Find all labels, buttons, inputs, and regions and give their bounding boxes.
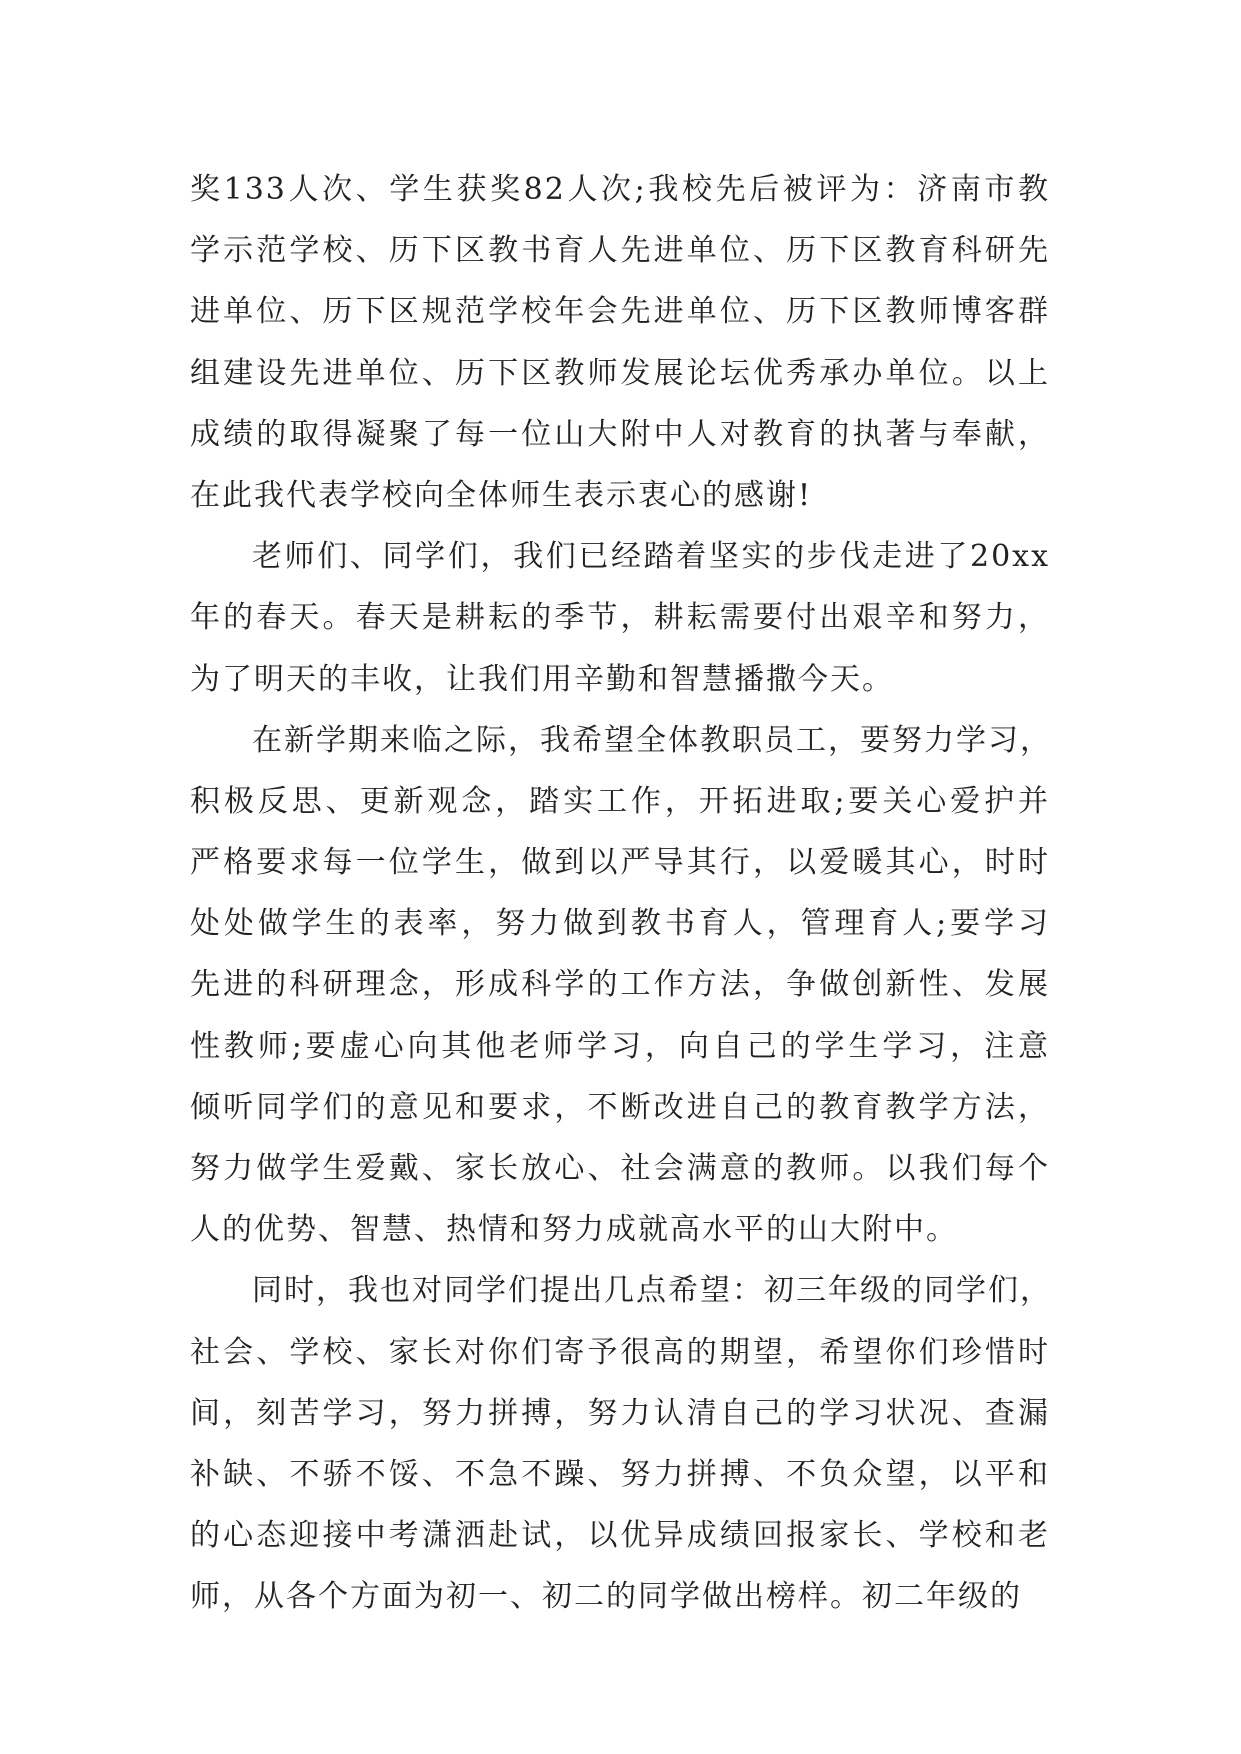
text-line: 间，刻苦学习，努力拼搏，努力认清自己的学习状况、查漏 [190, 1395, 1050, 1431]
text-line: 在此我代表学校向全体师生表示衷心的感谢! [190, 477, 813, 513]
text-line: 师，从各个方面为初一、初二的同学做出榜样。初二年级的 [190, 1579, 1022, 1615]
text-line: 社会、学校、家长对你们寄予很高的期望，希望你们珍惜时 [190, 1334, 1050, 1370]
text-line: 学示范学校、历下区教书育人先进单位、历下区教育科研先 [190, 233, 1050, 269]
text-line: 为了明天的丰收，让我们用辛勤和智慧播撒今天。 [190, 661, 894, 697]
paragraph [190, 1260, 1050, 1627]
text-line: 组建设先进单位、历下区教师发展论坛优秀承办单位。以上 [190, 355, 1050, 391]
text-line: 严格要求每一位学生，做到以严导其行，以爱暖其心，时时 [190, 845, 1050, 881]
text-line: 处处做学生的表率，努力做到教书育人，管理育人;要学习 [190, 906, 1050, 942]
text-line: 补缺、不骄不馁、不急不躁、努力拼搏、不负众望，以平和 [190, 1456, 1050, 1492]
paragraph [190, 159, 1050, 526]
text-line: 倾听同学们的意见和要求，不断改进自己的教育教学方法， [190, 1089, 1050, 1125]
text-line: 进单位、历下区规范学校年会先进单位、历下区教师博客群 [190, 294, 1050, 330]
text-line: 在新学期来临之际，我希望全体教职员工，要努力学习， [252, 722, 1052, 758]
text-line: 的心态迎接中考潇洒赴试，以优异成绩回报家长、学校和老 [190, 1518, 1050, 1554]
text-line: 年的春天。春天是耕耘的季节，耕耘需要付出艰辛和努力， [190, 600, 1050, 636]
text-line: 积极反思、更新观念，踏实工作，开拓进取;要关心爱护并 [190, 783, 1050, 819]
text-line: 成绩的取得凝聚了每一位山大附中人对教育的执著与奉献， [190, 416, 1050, 452]
text-line: 性教师;要虚心向其他老师学习，向自己的学生学习，注意 [190, 1028, 1050, 1064]
text-line: 先进的科研理念，形成科学的工作方法，争做创新性、发展 [190, 967, 1050, 1003]
text-line: 努力做学生爱戴、家长放心、社会满意的教师。以我们每个 [190, 1151, 1050, 1186]
text-line: 老师们、同学们，我们已经踏着坚实的步伐走进了20xx [252, 539, 1050, 575]
paragraph [190, 710, 1050, 1261]
text-line: 同时，我也对同学们提出几点希望：初三年级的同学们， [252, 1273, 1052, 1309]
document-body [190, 159, 1050, 1628]
paragraph [190, 526, 1050, 710]
text-line: 人的优势、智慧、热情和努力成就高水平的山大附中。 [190, 1212, 958, 1248]
text-line: 奖133人次、学生获奖82人次;我校先后被评为：济南市教 [190, 172, 1050, 207]
